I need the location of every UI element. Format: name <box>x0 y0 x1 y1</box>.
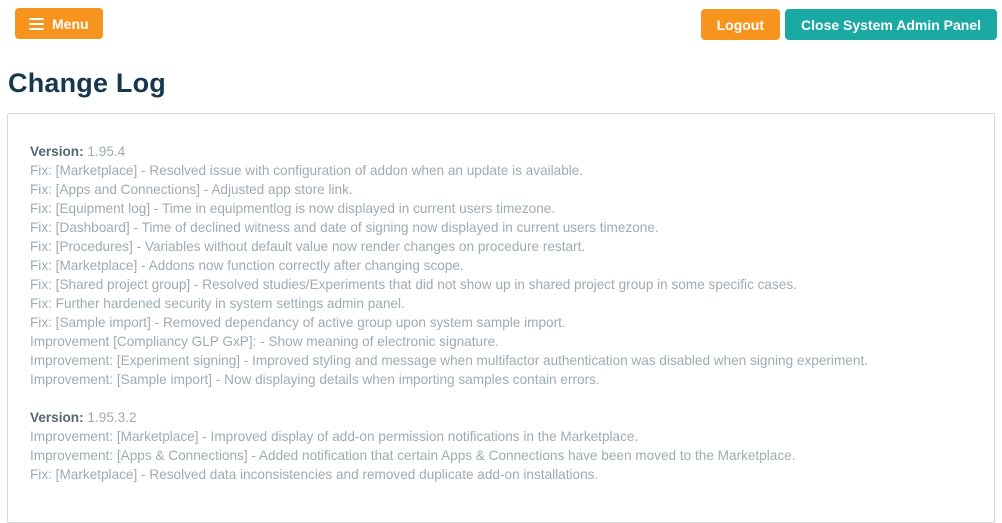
changelog-section <box>30 142 972 389</box>
changelog-entry: Fix: [Marketplace] - Resolved issue with configuration of addon when an update is available. <box>30 163 584 178</box>
changelog-entry: Improvement [Compliancy GLP GxP]: - Show meaning of electronic signature. <box>30 334 499 349</box>
hamburger-icon <box>29 15 44 33</box>
changelog-entry: Fix: [Shared project group] - Resolved studies/Experiments that did not show up in shared project group in some specific cases. <box>30 277 797 292</box>
page-title: Change Log <box>8 68 166 98</box>
changelog-entry: Fix: [Procedures] - Variables without default value now render changes on procedure restart. <box>30 239 586 254</box>
changelog-panel <box>7 113 995 523</box>
changelog-section <box>30 408 972 484</box>
version-label: Version: <box>30 144 84 159</box>
changelog-entry: Fix: [Sample import] - Removed dependancy of active group upon system sample import. <box>30 315 566 330</box>
changelog-entry: Improvement: [Marketplace] - Improved display of add-on permission notifications in the Marketplace. <box>30 429 639 444</box>
changelog-entry: Improvement: [Experiment signing] - Improved styling and message when multifactor authentication was disabled when signing experiment. <box>30 353 868 368</box>
changelog-sections <box>30 142 972 484</box>
menu-button-label: Menu <box>52 15 89 32</box>
changelog-entry: Fix: Further hardened security in system settings admin panel. <box>30 296 405 311</box>
version-line <box>30 142 972 161</box>
changelog-entry: Fix: [Marketplace] - Addons now function correctly after changing scope. <box>30 258 464 273</box>
changelog-entry: Fix: [Equipment log] - Time in equipmentlog is now displayed in current users timezone. <box>30 201 556 216</box>
close-system-admin-panel-button[interactable]: Close System Admin Panel <box>785 9 997 40</box>
logout-button[interactable]: Logout <box>701 9 780 40</box>
menu-button[interactable] <box>15 8 103 39</box>
changelog-entry: Fix: [Marketplace] - Resolved data inconsistencies and removed duplicate add-on installations. <box>30 467 599 482</box>
changelog-entry: Improvement: [Apps & Connections] - Added notification that certain Apps & Connections have been moved to the Marketplace. <box>30 448 796 463</box>
version-label: Version: <box>30 410 84 425</box>
changelog-entry: Improvement: [Sample import] - Now displaying details when importing samples contain errors. <box>30 372 600 387</box>
top-right-actions <box>701 9 997 40</box>
version-line <box>30 408 972 427</box>
version-number: 1.95.3.2 <box>83 410 137 425</box>
changelog-entry: Fix: [Dashboard] - Time of declined witness and date of signing now displayed in current users timezone. <box>30 220 659 235</box>
version-number: 1.95.4 <box>83 144 126 159</box>
changelog-entry: Fix: [Apps and Connections] - Adjusted app store link. <box>30 182 353 197</box>
